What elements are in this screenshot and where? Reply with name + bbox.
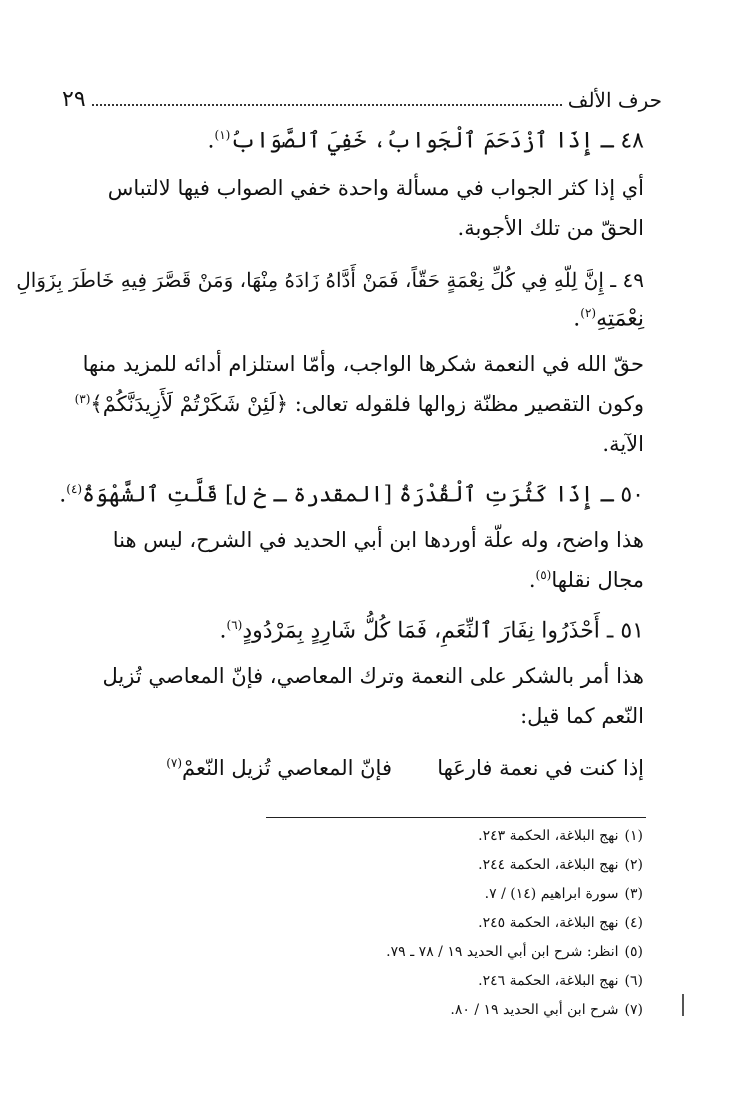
saying-50: ٥٠ ـ إِذَا كَثُرَتِ ٱلْقُدْرَةُ [المقدرة ـ خ ل] قَلَّتِ ٱلشَّهْوَةُ$^{(٤)}$. [59,482,644,508]
footnote-1: (١)نهج البلاغة، الحكمة ٢٤٣. [478,828,643,844]
commentary-48-line-2: الحقّ من تلك الأجوبة. [457,216,644,240]
chapter-title: حرف الألف [567,88,662,112]
verse-first-hemistich: إذا كنت في نعمة فارعَها [437,756,644,780]
commentary-49-line-3: الآية. [602,432,644,456]
footnote-7: (٧)شرح ابن أبي الحديد ١٩ / ٨٠. [450,1002,643,1018]
verse-second-hemistich: فإنّ المعاصي تُزيل النّعمْ$^{(٧)}$ [166,756,392,780]
commentary-50-line-1: هذا واضح، وله علّة أوردها ابن أبي الحديد في الشرح، ليس هنا [112,528,644,552]
saying-49-line-1: ٤٩ ـ إِنَّ لِلّهِ فِي كُلِّ نِعْمَةٍ حَقّاً، فَمَنْ أَدَّاهُ زَادَهُ مِنْهَا، وَمَنْ قَصَّرَ فِيهِ خَاطَرَ بِزَوَالِ [16,268,644,292]
saying-49-line-2: نِعْمَتِهِ$^{(٢)}$. [573,306,644,332]
footnote-5: (٥)انظر: شرح ابن أبي الحديد ١٩ / ٧٨ ـ ٧٩. [386,944,643,960]
commentary-48-line-1: أي إذا كثر الجواب في مسألة واحدة خفي الصواب فيها لالتباس [107,176,644,200]
footnote-ref: (٧) [166,756,183,770]
footnote-2: (٢)نهج البلاغة، الحكمة ٢٤٤. [478,857,643,873]
saying-51: ٥١ ـ أَحْذَرُوا نِفَارَ ٱلنِّعَمِ، فَمَا كُلُّ شَارِدٍ بِمَرْدُودٍ$^{(٦)}$. [219,618,644,644]
margin-mark [682,994,684,1016]
footnote-4: (٤)نهج البلاغة، الحكمة ٢٤٥. [478,915,643,931]
footnote-ref: (٥) [535,568,552,582]
page-number: ٢٩ [62,87,86,112]
running-header [62,78,662,112]
commentary-49-line-2: وكون التقصير مظنّة زوالها فلقوله تعالى: ﴿لَئِنْ شَكَرْتُمْ لَأَزِيدَنَّكُمْ﴾$^{(٣)}$ [74,392,644,416]
footnote-ref: (٣) [74,392,91,406]
commentary-51-line-1: هذا أمر بالشكر على النعمة وترك المعاصي، فإنّ المعاصي تُزيل [102,664,644,688]
footnote-6: (٦)نهج البلاغة، الحكمة ٢٤٦. [478,973,643,989]
commentary-51-line-2: النّعم كما قيل: [520,704,644,728]
commentary-50-line-2: مجال نقلها$^{(٥)}$. [528,568,644,592]
footnote-ref: (٢) [580,306,597,320]
saying-48: ٤٨ ـ إِذَا ٱزْدَحَمَ ٱلْجَوابُ، خَفِيَ ٱلصَّوَابُ$^{(١)}$. [207,128,644,154]
footnote-ref: (١) [214,128,231,142]
header-leader-dots [92,104,562,106]
commentary-49-line-1: حقّ الله في النعمة شكرها الواجب، وأمّا استلزام أدائه للمزيد منها [82,352,644,376]
footnote-3: (٣)سورة ابراهيم (١٤) / ٧. [484,886,643,902]
footnote-ref: (٤) [66,482,83,496]
footnote-separator [266,817,646,818]
footnote-ref: (٦) [226,618,243,632]
